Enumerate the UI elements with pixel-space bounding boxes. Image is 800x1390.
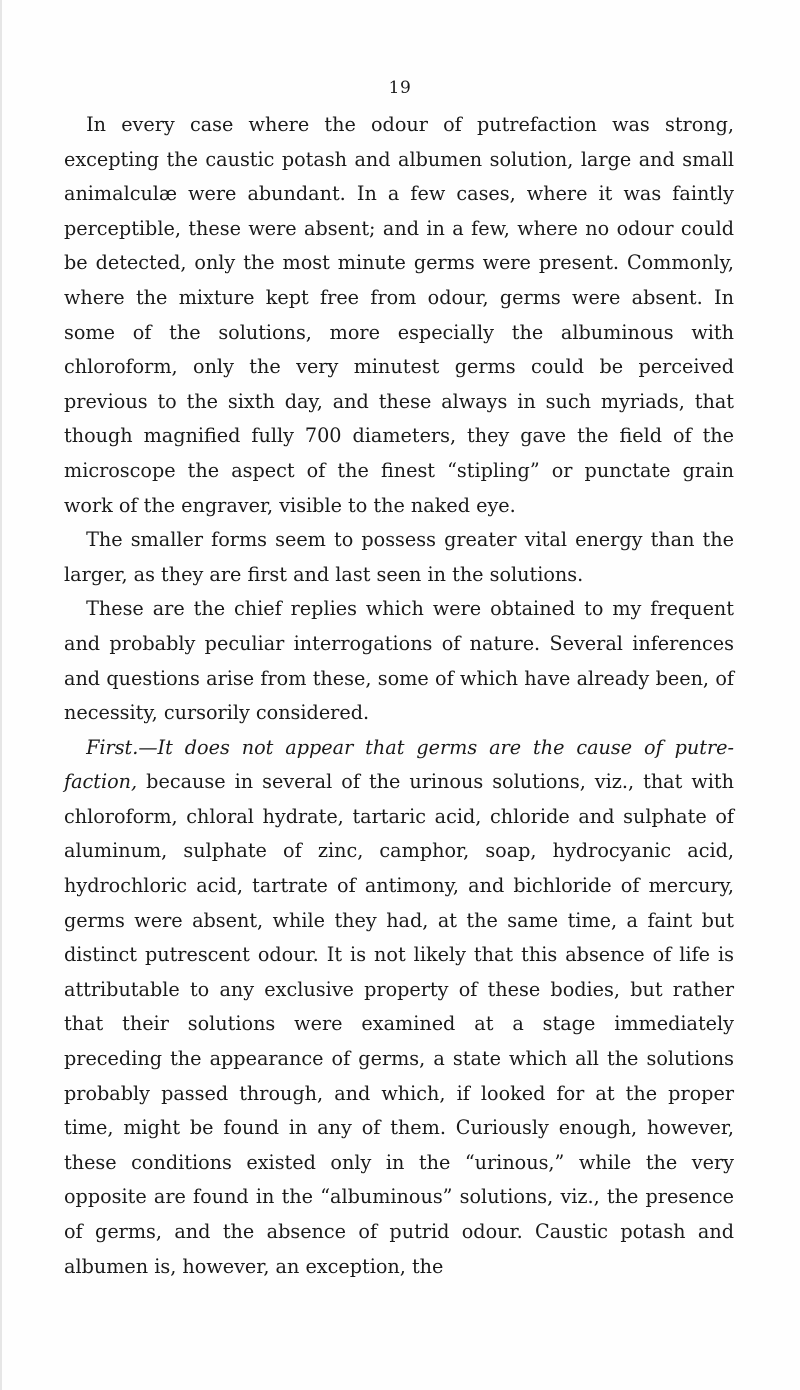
page-edge-shadow <box>0 0 2 1390</box>
paragraph-4-italic-lead: First.—It does not appear that germs are the cause of putrefaction, <box>64 735 734 794</box>
paragraph-1-text: In every case where the odour of putrefaction was strong, excepting the caustic potash and albumen solution, large and small animalculæ were abundant. In a few cases, where it was faintly perceptible, these were absent; and in a few, where no odour could be detected, only the most minute germs were present. Commonly, where the mixture kept free from odour, germs were absent. In some of the solutions, more especially the albuminous with chloroform, only the very minutest germs could be perceived previous to the sixth day, and these always in such myriads, that though magnified fully 700 diameters, they gave the field of the microscope the aspect of the finest “stipling” or punctate grain work of the engraver, visible to the naked eye. <box>64 113 734 517</box>
body-text <box>64 108 734 1284</box>
paragraph-2-text: The smaller forms seem to possess greater vital energy than the larger, as they are first and last seen in the solutions. <box>64 528 734 586</box>
paragraph-2 <box>64 523 734 592</box>
paragraph-3-text: These are the chief replies which were obtained to my frequent and probably peculiar interrogations of nature. Several inferences and questions arise from these, some of which have already been, of necessity, cursorily considered. <box>64 597 734 725</box>
paragraph-4 <box>64 731 734 1285</box>
paragraph-4-text: because in several of the urinous solutions, viz., that with chloroform, chloral hydrate, tartaric acid, chloride and sulphate of aluminum, sulphate of zinc, camphor, soap, hydrocyanic acid, hydrochloric acid, tartrate of antimony, and bichloride of mercury, germs were absent, while they had, at the same time, a faint but distinct putrescent odour. It is not likely that this absence of life is attributable to any exclusive property of these bodies, but rather that their solutions were examined at a stage immediately preceding the appearance of germs, a state which all the solutions probably passed through, and which, if looked for at the proper time, might be found in any of them. Curiously enough, however, these conditions existed only in the “urinous,” while the very opposite are found in the “albuminous” solutions, viz., the presence of germs, and the absence of putrid odour. Caustic potash and albumen is, however, an exception, the <box>64 770 734 1278</box>
page-number: 19 <box>388 78 412 98</box>
paragraph-1 <box>64 108 734 523</box>
paragraph-3 <box>64 592 734 730</box>
